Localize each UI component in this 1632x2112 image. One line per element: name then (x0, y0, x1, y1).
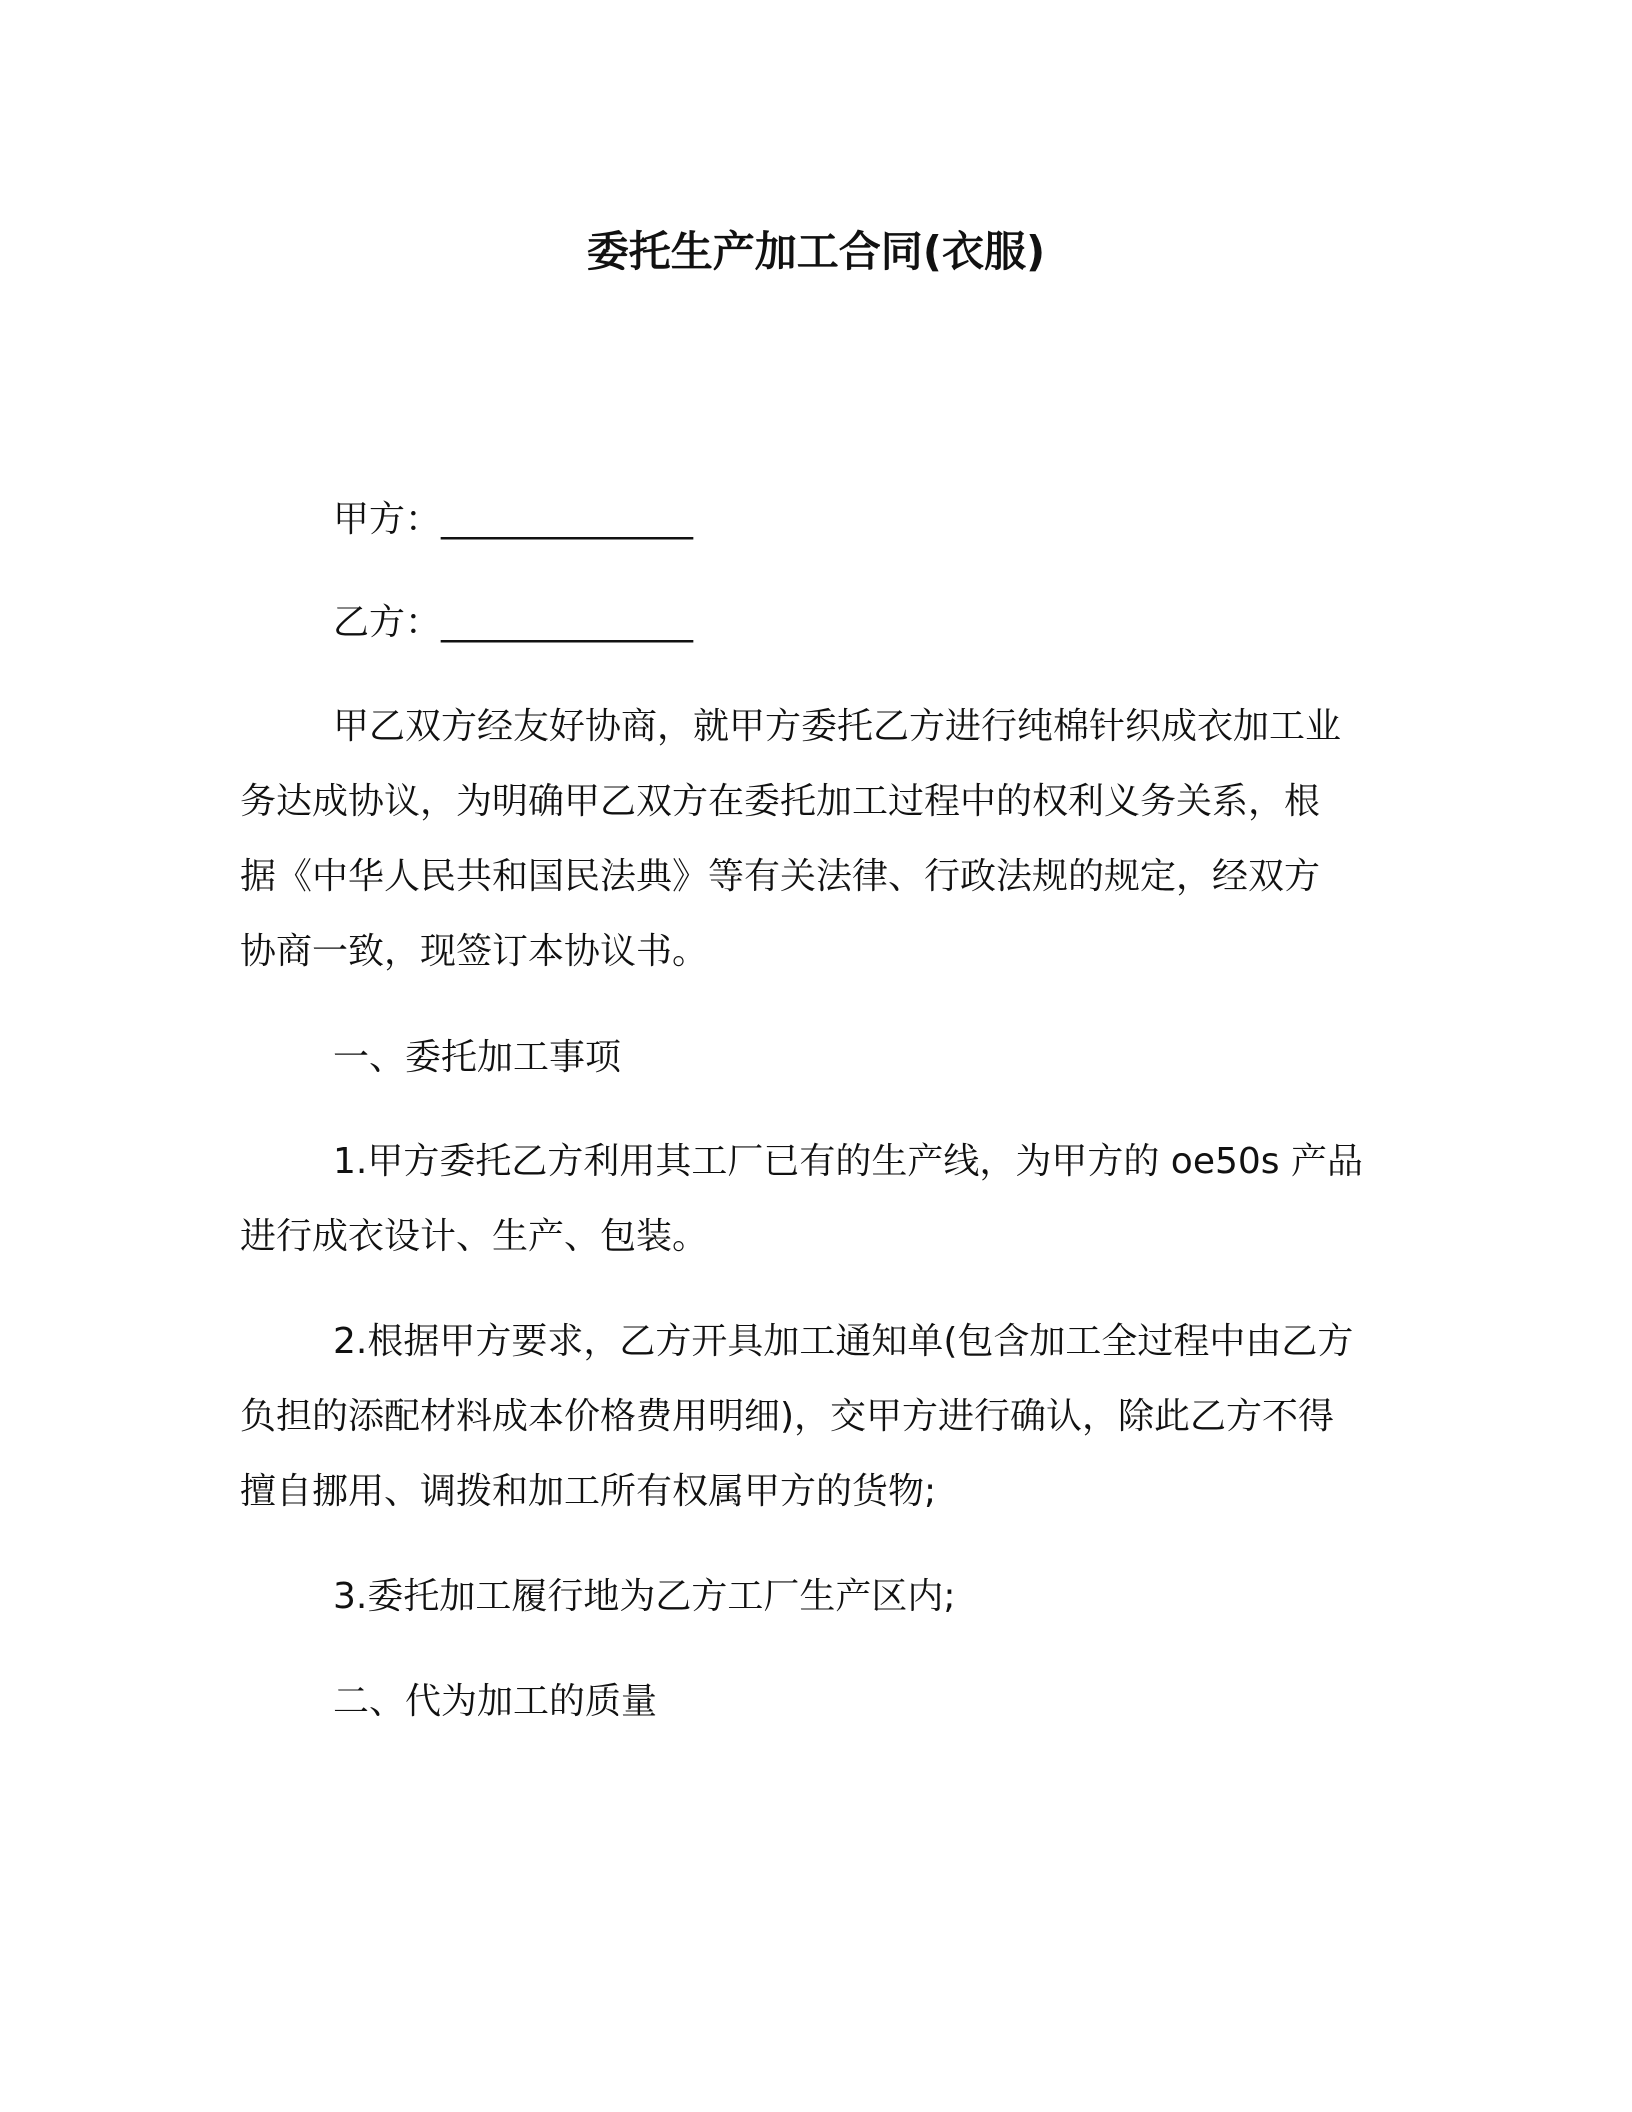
intro-line-3: 据《中华人民共和国民法典》等有关法律、行政法规的规定，经双方 (240, 856, 1321, 897)
party-a-line (333, 495, 693, 545)
party-a-blank: ______________ (441, 499, 694, 540)
item-1-line-1: 1.甲方委托乙方利用其工厂已有的生产线，为甲方的 oe50s 产品 (333, 1141, 1363, 1182)
item-2-line-1: 2.根据甲方要求，乙方开具加工通知单(包含加工全过程中由乙方 (333, 1321, 1354, 1362)
intro-line-4: 协商一致，现签订本协议书。 (240, 931, 709, 972)
party-b-blank: ______________ (441, 602, 694, 643)
party-b-label: 乙方： (333, 602, 442, 643)
document-title: 委托生产加工合同(衣服) (586, 227, 1046, 276)
party-b-line (333, 598, 693, 648)
intro-line-1: 甲乙双方经友好协商，就甲方委托乙方进行纯棉针织成衣加工业 (333, 706, 1342, 747)
intro-line-2: 务达成协议，为明确甲乙双方在委托加工过程中的权利义务关系，根 (240, 781, 1321, 822)
item-1-line-2: 进行成衣设计、生产、包装。 (240, 1216, 709, 1257)
section-1-heading: 一、委托加工事项 (333, 1037, 622, 1078)
party-a-label: 甲方： (333, 499, 442, 540)
section-2-heading: 二、代为加工的质量 (333, 1681, 658, 1722)
item-3-line: 3.委托加工履行地为乙方工厂生产区内; (333, 1576, 956, 1617)
item-2-line-2: 负担的添配材料成本价格费用明细)，交甲方进行确认，除此乙方不得 (240, 1396, 1335, 1437)
item-2-line-3: 擅自挪用、调拨和加工所有权属甲方的货物; (240, 1471, 937, 1512)
